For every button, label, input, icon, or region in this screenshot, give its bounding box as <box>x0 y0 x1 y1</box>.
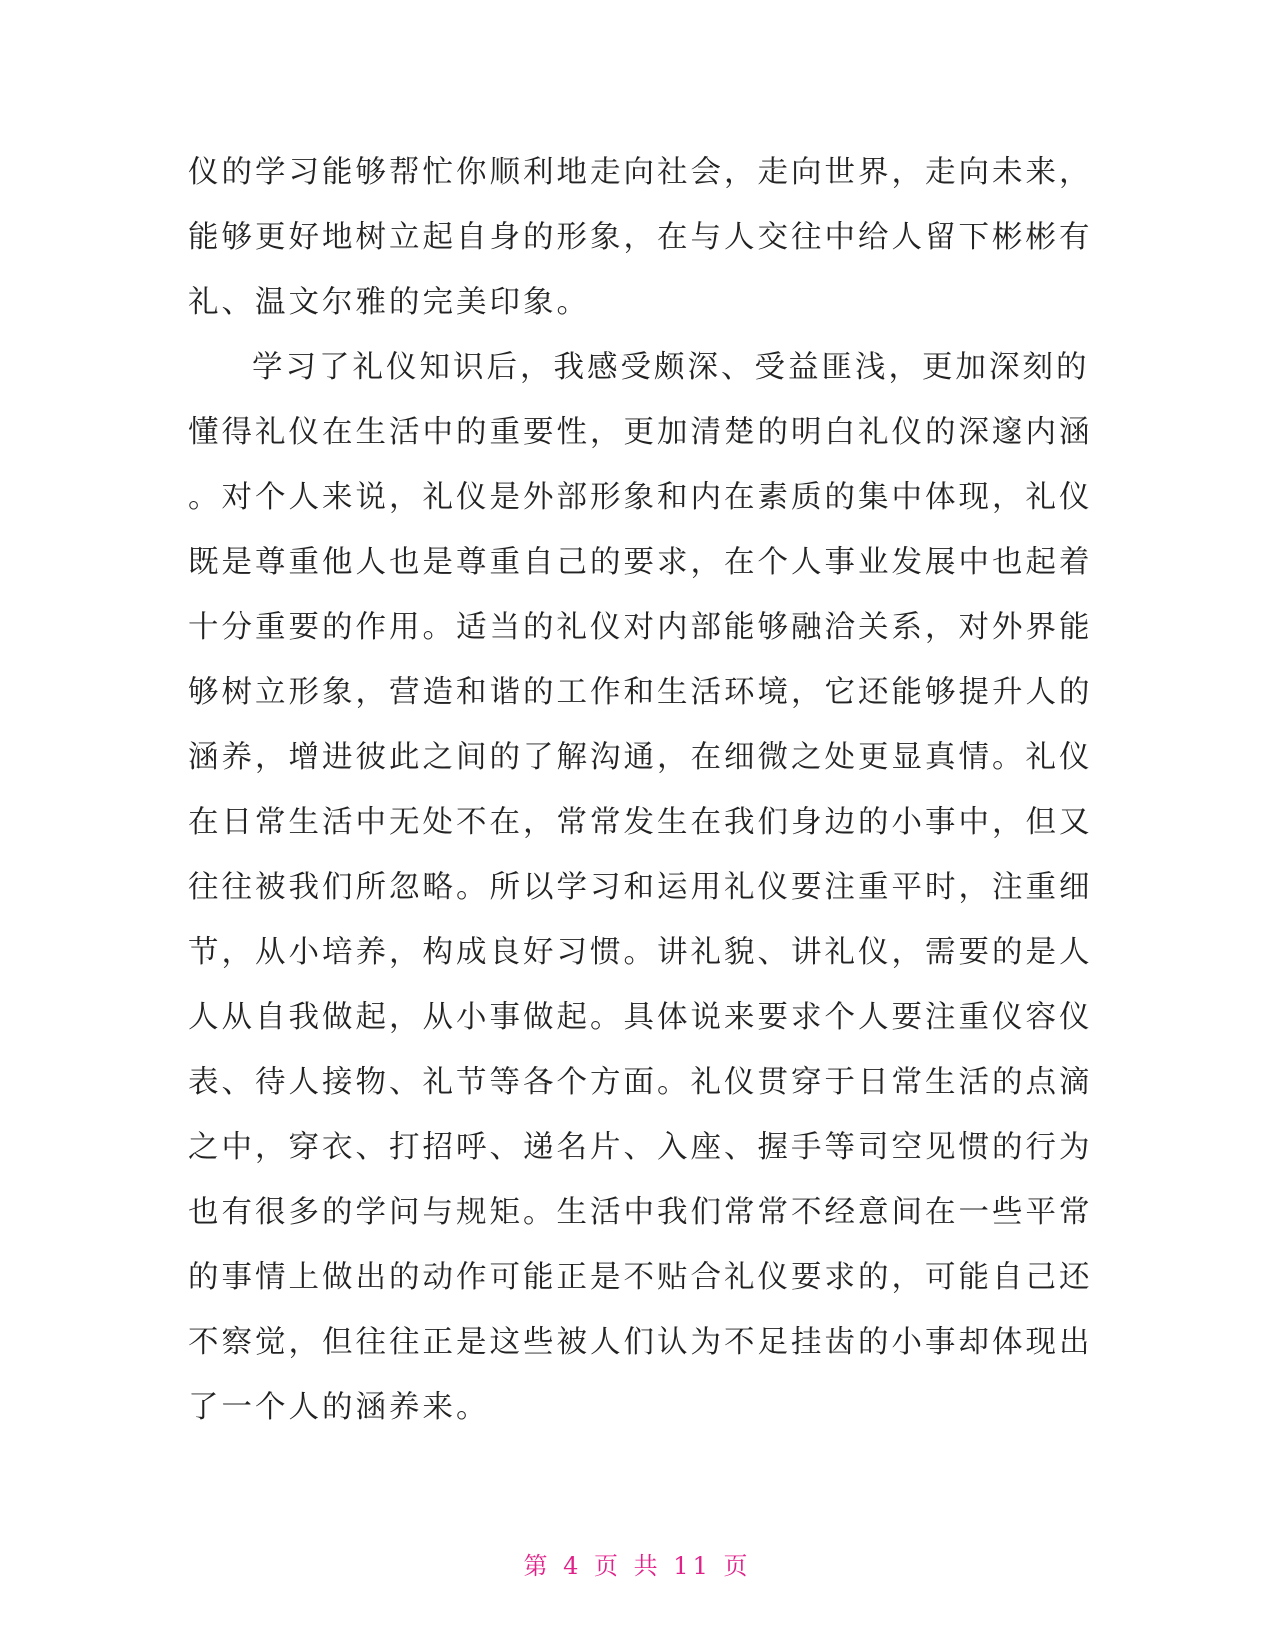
page-number-label: 第 4 页 共 11 页 <box>523 1552 752 1580</box>
text-line: 懂得礼仪在生活中的重要性，更加清楚的明白礼仪的深邃内涵 <box>188 415 1093 450</box>
page-footer <box>0 1546 1275 1581</box>
paragraph <box>188 140 1093 335</box>
text-line: 的事情上做出的动作可能正是不贴合礼仪要求的，可能自己还 <box>188 1260 1093 1295</box>
text-line: 涵养，增进彼此之间的了解沟通，在细微之处更显真情。礼仪 <box>188 740 1093 775</box>
text-line: 能够更好地树立起自身的形象，在与人交往中给人留下彬彬有 <box>188 220 1093 255</box>
text-line: 既是尊重他人也是尊重自己的要求，在个人事业发展中也起着 <box>188 545 1093 580</box>
text-line: 之中，穿衣、打招呼、递名片、入座、握手等司空见惯的行为 <box>188 1130 1093 1165</box>
text-line: 了一个人的涵养来。 <box>188 1390 490 1425</box>
text-line: 十分重要的作用。适当的礼仪对内部能够融洽关系，对外界能 <box>188 610 1093 645</box>
text-line: 不察觉，但往往正是这些被人们认为不足挂齿的小事却体现出 <box>188 1325 1093 1360</box>
text-line: 节，从小培养，构成良好习惯。讲礼貌、讲礼仪，需要的是人 <box>188 935 1093 970</box>
text-line: 在日常生活中无处不在，常常发生在我们身边的小事中，但又 <box>188 805 1093 840</box>
text-line: 。对个人来说，礼仪是外部形象和内在素质的集中体现，礼仪 <box>188 480 1093 515</box>
text-line: 礼、温文尔雅的完美印象。 <box>188 285 590 320</box>
text-line: 人从自我做起，从小事做起。具体说来要求个人要注重仪容仪 <box>188 1000 1093 1035</box>
text-line: 也有很多的学问与规矩。生活中我们常常不经意间在一些平常 <box>188 1195 1093 1230</box>
text-line: 表、待人接物、礼节等各个方面。礼仪贯穿于日常生活的点滴 <box>188 1065 1093 1100</box>
text-line: 够树立形象，营造和谐的工作和生活环境，它还能够提升人的 <box>188 675 1093 710</box>
text-line: 仪的学习能够帮忙你顺利地走向社会，走向世界，走向未来， <box>188 155 1093 190</box>
document-body <box>188 140 1093 1440</box>
paragraph <box>188 335 1093 1440</box>
text-line: 往往被我们所忽略。所以学习和运用礼仪要注重平时，注重细 <box>188 870 1093 905</box>
text-line: 学习了礼仪知识后，我感受颇深、受益匪浅，更加深刻的 <box>252 350 1090 385</box>
